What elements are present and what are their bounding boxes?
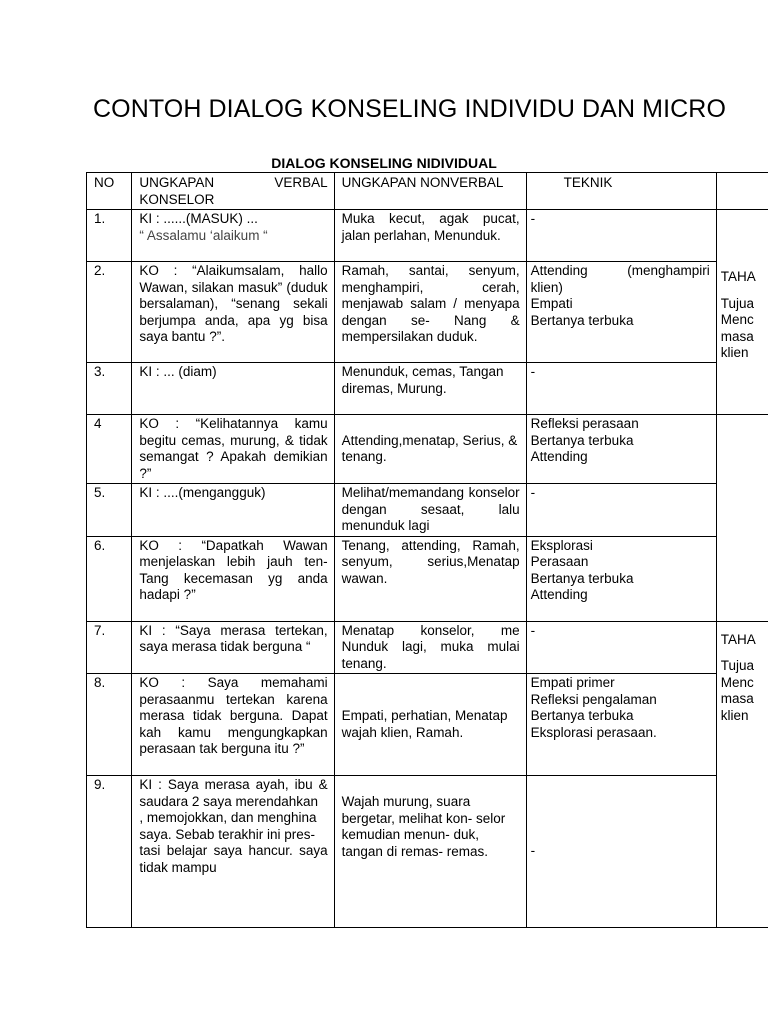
row-no: 3. [87, 363, 132, 415]
row-teknik: - [526, 363, 716, 415]
row-nonverbal: Menatap konselor, me Nunduk lagi, muka mulai tenang. [334, 621, 526, 674]
row-no: 4 [87, 415, 132, 484]
row-teknik: - [526, 621, 716, 674]
row-verbal: KI : Saya merasa ayah, ibu & saudara 2 saya merendahkan , memojokkan, dan menghina saya. Sebab terakhir ini pres- tasi belajar saya hancur. saya tidak mampu [132, 776, 334, 928]
table-row [87, 210, 768, 262]
row-teknik: - [526, 776, 716, 928]
row-verbal: KO : “Alaikumsalam, hallo Wawan, silakan masuk” (duduk bersalaman), “senang sekali berjumpa anda, apa yg bisa saya bantu ?”. [132, 262, 334, 363]
header-no: NO [87, 173, 132, 210]
row-teknik: Attending (menghampiri klien) Empati Bertanya terbuka [526, 262, 716, 363]
row-no: 1. [87, 210, 132, 262]
row-no: 2. [87, 262, 132, 363]
row-verbal: KO : “Kelihatannya kamu begitu cemas, murung, & tidak semangat ? Apakah demikian ?” [132, 415, 334, 484]
header-row [87, 173, 768, 210]
row-teknik: Eksplorasi Perasaan Bertanya terbuka Attending [526, 536, 716, 621]
row-no: 6. [87, 536, 132, 621]
side-stage-1: TAHA Tujua Menc masa klien [716, 210, 768, 415]
header-verbal: UNGKAPAN VERBAL KONSELOR [132, 173, 334, 210]
table-title: DIALOG KONSELING NIDIVIDUAL [271, 155, 497, 171]
row-teknik: Empati primer Refleksi pengalaman Bertanya terbuka Eksplorasi perasaan. [526, 674, 716, 776]
table-row [87, 674, 768, 776]
row-nonverbal: Melihat/memandang konselor dengan sesaat, lalu menunduk lagi [334, 484, 526, 537]
row-no: 8. [87, 674, 132, 776]
dialog-table [86, 172, 768, 928]
table-row [87, 536, 768, 621]
table-row [87, 621, 768, 674]
row-nonverbal: Wajah murung, suara bergetar, melihat kon- selor kemudian menun- duk, tangan di remas- remas. [334, 776, 526, 928]
header-side [716, 173, 768, 210]
row-no: 9. [87, 776, 132, 928]
row-nonverbal: Menunduk, cemas, Tangan diremas, Murung. [334, 363, 526, 415]
row-teknik: - [526, 210, 716, 262]
table-row [87, 484, 768, 537]
row-teknik: Refleksi perasaan Bertanya terbuka Attending [526, 415, 716, 484]
row-no: 5. [87, 484, 132, 537]
header-teknik: TEKNIK [526, 173, 716, 210]
row-verbal: KI : ......(MASUK) ... “ Assalamu ‘alaikum “ [132, 210, 334, 262]
row-verbal: KO : “Dapatkah Wawan menjelaskan lebih jauh ten- Tang kecemasan yg anda hadapi ?” [132, 536, 334, 621]
row-nonverbal: Empati, perhatian, Menatap wajah klien, Ramah. [334, 674, 526, 776]
row-verbal: KI : “Saya merasa tertekan, saya merasa tidak berguna “ [132, 621, 334, 674]
row-verbal: KI : ....(mengangguk) [132, 484, 334, 537]
table-row [87, 262, 768, 363]
row-nonverbal: Tenang, attending, Ramah, senyum, serius,Menatap wawan. [334, 536, 526, 621]
row-teknik: - [526, 484, 716, 537]
row-nonverbal: Attending,menatap, Serius, & tenang. [334, 415, 526, 484]
row-nonverbal: Ramah, santai, senyum, menghampiri, cerah, menjawab salam / menyapa dengan se- Nang & mempersilakan duduk. [334, 262, 526, 363]
table-row [87, 363, 768, 415]
side-blank [716, 415, 768, 622]
row-verbal: KI : ... (diam) [132, 363, 334, 415]
table-row [87, 776, 768, 928]
row-no: 7. [87, 621, 132, 674]
header-nonverbal: UNGKAPAN NONVERBAL [334, 173, 526, 210]
row-verbal: KO : Saya memahami perasaanmu tertekan karena merasa tidak berguna. Dapat kah kamu mengungkapkan perasaan tak berguna itu ?” [132, 674, 334, 776]
side-stage-2: TAHA Tujua Menc masa klien [716, 621, 768, 928]
page-title: CONTOH DIALOG KONSELING INDIVIDU DAN MICRO [93, 95, 726, 123]
row-nonverbal: Muka kecut, agak pucat, jalan perlahan, Menunduk. [334, 210, 526, 262]
table-row [87, 415, 768, 484]
